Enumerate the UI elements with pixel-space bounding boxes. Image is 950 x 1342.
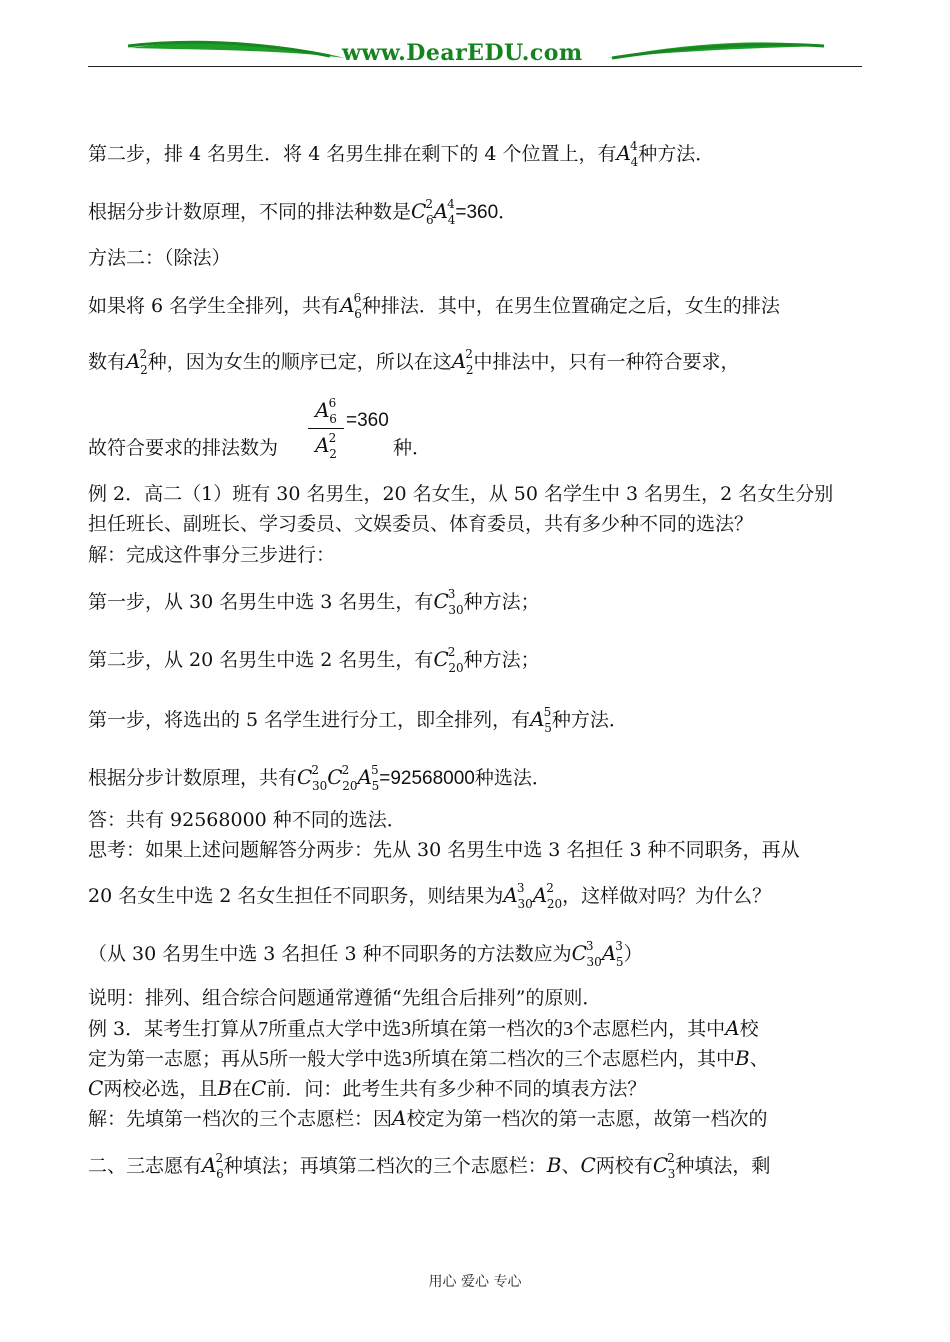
- text-line: [88, 1016, 759, 1041]
- math-number: 3: [402, 1048, 413, 1070]
- text-line: [88, 700, 628, 740]
- text: 答：共有 92568000 种不同的选法．: [88, 809, 406, 831]
- page-footer: 用心 爱心 专心: [428, 1274, 522, 1290]
- text: 第一步，从 30 名男生中选 3 名男生，有: [88, 591, 434, 613]
- math-C30-3: $C^3_{30}$: [433, 587, 464, 617]
- math-A55-sup3: $A^3_5$: [601, 939, 624, 969]
- math-C32: $C^2_3$: [652, 1151, 676, 1181]
- math-variable: B: [217, 1076, 233, 1100]
- text: 种，因为女生的顺序已定，所以在这: [147, 351, 452, 373]
- math-C20-2: $C^2_{20}$: [327, 763, 358, 793]
- text: 第二步，排 4 名男生．将 4 名男生排在剩下的 4 个位置上，有: [88, 143, 617, 165]
- text: 、: [561, 1155, 581, 1177]
- text: ，这样做对吗？为什么？: [562, 885, 772, 907]
- text: 所一般大学中选: [269, 1048, 403, 1070]
- text: 例 2．高二（1）班有 30 名男生，20 名女生，从 50 名学生中 3 名男生，2 名女生分别: [88, 483, 834, 505]
- math-variable: C: [580, 1153, 596, 1177]
- math-C20-2: $C^2_{20}$: [433, 645, 464, 675]
- math-A22: $A^2_2$: [126, 347, 148, 377]
- text: 种方法；: [463, 591, 540, 613]
- math-A44: $A^4_4$: [616, 139, 639, 169]
- text: 种方法．: [551, 709, 628, 731]
- text: 种填法，剩: [675, 1155, 771, 1177]
- text: 定为第一志愿；再从: [88, 1048, 260, 1070]
- math-A30-3: $A^3_{30}$: [503, 881, 533, 911]
- text-line: [88, 838, 800, 862]
- text: 种．: [393, 437, 432, 459]
- text-line: [88, 134, 714, 174]
- text: 两校有: [595, 1155, 653, 1177]
- math-fraction: [306, 396, 346, 461]
- text-line: [88, 342, 740, 382]
- text: 根据分步计数原理，不同的排法种数是: [88, 201, 412, 223]
- text: 二、三志愿有: [88, 1155, 203, 1177]
- text: 、: [749, 1048, 769, 1070]
- text-line: [88, 482, 833, 506]
- math-value: =360: [346, 410, 389, 431]
- math-A55: $A^5_5$: [530, 705, 552, 735]
- math-C30-2: $C^2_{30}$: [297, 763, 328, 793]
- math-number: 3: [401, 1018, 412, 1040]
- text: 种选法．: [474, 767, 551, 789]
- text-line: [88, 934, 643, 974]
- text: ）: [623, 943, 643, 965]
- text: （从 30 名男生中选 3 名担任 3 种不同职务的方法数应为: [88, 943, 572, 965]
- text: 如果将 6 名学生全排列，共有: [88, 295, 341, 317]
- text: 例 3．某考生打算从: [88, 1018, 259, 1040]
- text-line: [88, 436, 278, 460]
- text-line: [88, 246, 231, 270]
- math-number: 3: [563, 1018, 574, 1040]
- text-line: [88, 1106, 767, 1131]
- math-A44: $A^4_4$: [433, 197, 456, 227]
- text: ．: [498, 201, 518, 223]
- text: 解：先填第一档次的三个志愿栏：因: [88, 1108, 393, 1130]
- math-variable: B: [546, 1153, 562, 1177]
- text-line: [88, 512, 753, 536]
- text: 前．问：此考生共有多少种不同的填表方法？: [266, 1078, 647, 1100]
- math-A62: $A^2_6$: [202, 1151, 224, 1181]
- math-A20-2: $A^2_{20}$: [532, 881, 563, 911]
- text-line: [88, 286, 780, 326]
- text: 根据分步计数原理，共有: [88, 767, 298, 789]
- math-A55: $A^5_5$: [357, 763, 380, 793]
- text: 方法二：（除法）: [88, 247, 231, 269]
- math-value: =92568000: [379, 768, 475, 789]
- math-A22: $A^2_2$: [451, 347, 474, 377]
- math-result: [346, 408, 389, 433]
- math-C62: $C^2_6$: [411, 197, 434, 227]
- math-A66: $A^6_6$: [340, 291, 362, 321]
- text: 故符合要求的排法数为: [88, 437, 279, 459]
- math-variable: C: [88, 1076, 104, 1100]
- site-logo-text: www.DearEDU.com: [342, 40, 583, 66]
- text-line: [88, 758, 551, 798]
- text-line: [88, 1046, 769, 1071]
- text: 所重点大学中选: [268, 1018, 402, 1040]
- text-line: [88, 582, 540, 622]
- text-line: [88, 986, 601, 1010]
- text-line: [88, 543, 335, 567]
- text-line: [88, 808, 406, 832]
- text: 说明：排列、组合综合问题通常遵循“先组合后排列”的原则．: [88, 987, 602, 1009]
- text: 校定为第一档次的第一志愿，故第一档次的: [406, 1108, 768, 1130]
- text: 中排法中，只有一种符合要求，: [473, 351, 740, 373]
- math-variable: C: [251, 1076, 267, 1100]
- text: 思考：如果上述问题解答分两步：先从 30 名男生中选 3 名担任 3 种不同职务，再从: [88, 839, 800, 861]
- text: 校: [739, 1018, 759, 1040]
- text: 20 名女生中选 2 名女生担任不同职务，则结果为: [88, 885, 504, 907]
- text: 担任班长、副班长、学习委员、文娱委员、体育委员，共有多少种不同的选法？: [88, 513, 754, 535]
- page-header: [0, 0, 950, 80]
- math-variable: A: [392, 1106, 407, 1130]
- text-line: [88, 640, 540, 680]
- text: 种排法．其中，在男生位置确定之后，女生的排法: [361, 295, 780, 317]
- math-number: 7: [258, 1018, 269, 1040]
- text-line: [88, 1076, 646, 1101]
- math-A22-denominator: $A^2_2$: [315, 431, 337, 461]
- text: 所填在第二档次的三个志愿栏内，其中: [412, 1048, 736, 1070]
- math-A66-numerator: $A^6_6$: [315, 396, 337, 426]
- text: 第一步，将选出的 5 名学生进行分工，即全排列，有: [88, 709, 531, 731]
- math-number: 5: [259, 1048, 270, 1070]
- text: 种方法；: [463, 649, 540, 671]
- math-C30-3: $C^3_{30}$: [571, 939, 602, 969]
- text: 第二步，从 20 名男生中选 2 名男生，有: [88, 649, 434, 671]
- fraction-bar: [308, 428, 344, 429]
- math-value: =360: [455, 202, 499, 223]
- text: 数有: [88, 351, 127, 373]
- text: 个志愿栏内，其中: [573, 1018, 726, 1040]
- header-divider: [88, 66, 862, 67]
- text-line: [88, 192, 517, 232]
- text: 在: [232, 1078, 252, 1100]
- text-line: [393, 436, 431, 460]
- math-variable: A: [725, 1016, 740, 1040]
- text: 种填法；再填第二档次的三个志愿栏：: [223, 1155, 547, 1177]
- text-line: [88, 876, 771, 916]
- text: 解：完成这件事分三步进行：: [88, 544, 336, 566]
- text: 种方法．: [638, 143, 715, 165]
- text: 两校必选，且: [103, 1078, 218, 1100]
- text: 所填在第一档次的: [411, 1018, 564, 1040]
- text-line: [88, 1146, 770, 1186]
- math-variable: B: [735, 1046, 750, 1070]
